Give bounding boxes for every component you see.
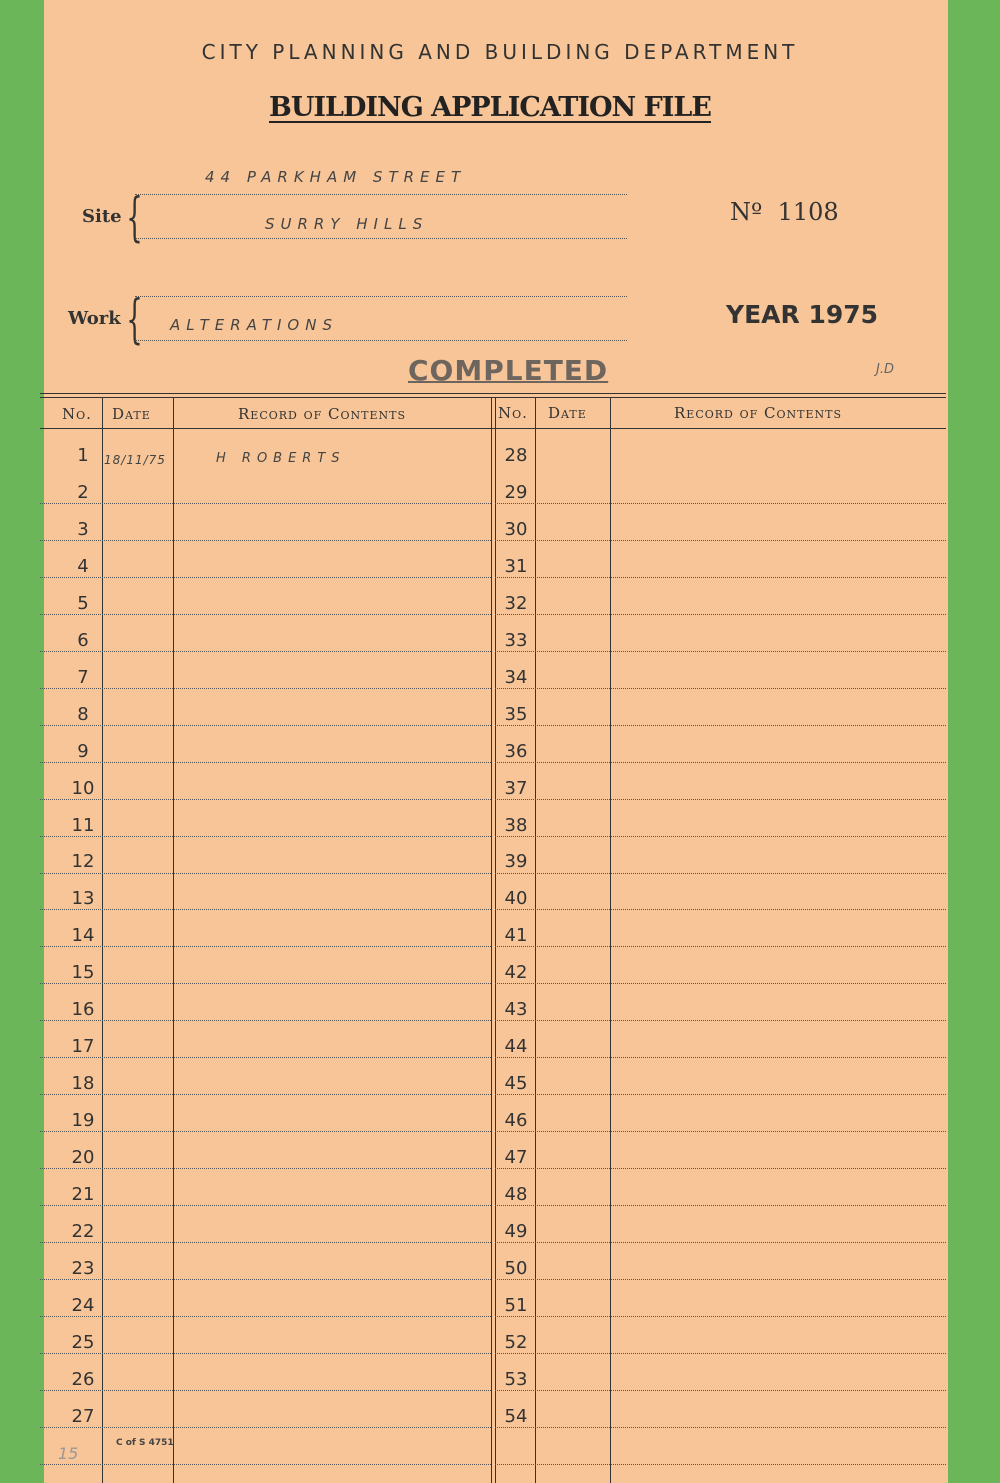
row-number: 1 bbox=[77, 445, 89, 466]
row-number: 17 bbox=[71, 1036, 95, 1058]
work-brace: { bbox=[126, 290, 143, 350]
row-rule-left bbox=[40, 688, 491, 689]
row-rule-right bbox=[495, 1094, 946, 1095]
site-line1: 44 PARKHAM STREET bbox=[205, 168, 467, 186]
row-rule-left bbox=[40, 983, 491, 984]
row-rule-left bbox=[40, 1205, 491, 1206]
row-rule-right bbox=[495, 503, 946, 504]
row-number: 5 bbox=[77, 592, 89, 614]
row-number: 4 bbox=[77, 555, 89, 577]
row-rule-right bbox=[495, 909, 946, 910]
row-rule-left bbox=[40, 1168, 491, 1169]
row-number: 43 bbox=[504, 999, 528, 1021]
row-rule-right bbox=[495, 799, 946, 800]
row-rule-right bbox=[495, 725, 946, 726]
row-rule-right bbox=[495, 1390, 946, 1391]
row-number: 28 bbox=[504, 445, 528, 466]
header-no-left: No. bbox=[62, 405, 92, 423]
file-number-value: 1108 bbox=[777, 198, 839, 226]
row-rule-left bbox=[40, 614, 491, 615]
vrule-center-b bbox=[495, 397, 496, 1483]
row-rule-right bbox=[495, 540, 946, 541]
row-rule-left bbox=[40, 1094, 491, 1095]
form-code: C of S 4751 bbox=[116, 1438, 174, 1448]
vrule-center-a bbox=[491, 397, 492, 1483]
row-rule-left bbox=[40, 540, 491, 541]
site-brace: { bbox=[126, 188, 143, 248]
row-number: 22 bbox=[71, 1220, 95, 1242]
pencil-mark: 15 bbox=[58, 1444, 79, 1463]
row-number: 16 bbox=[71, 999, 95, 1021]
green-binding-right bbox=[944, 0, 1000, 1483]
row-number: 2 bbox=[77, 481, 89, 503]
row-rule-right bbox=[495, 1242, 946, 1243]
header-record-right: Record of Contents bbox=[674, 404, 843, 422]
header-no-right: No. bbox=[498, 404, 528, 422]
work-line2-rule bbox=[135, 340, 627, 341]
row-rule-left bbox=[40, 1390, 491, 1391]
row-number: 39 bbox=[504, 851, 528, 873]
row-number: 21 bbox=[71, 1184, 95, 1205]
row-number: 7 bbox=[77, 666, 89, 688]
row-rule-left bbox=[40, 909, 491, 910]
row-rule-left bbox=[40, 762, 491, 763]
vrule-no-right bbox=[535, 397, 536, 1483]
row-rule-right bbox=[495, 1316, 946, 1317]
year-label: YEAR bbox=[726, 300, 800, 329]
table-top-rule bbox=[40, 393, 946, 394]
row-number: 37 bbox=[504, 777, 528, 799]
table-header-rule bbox=[40, 428, 946, 429]
row-number: 13 bbox=[71, 888, 95, 910]
row-rule-left bbox=[40, 725, 491, 726]
vrule-date-left bbox=[173, 397, 174, 1483]
site-line1-rule bbox=[135, 194, 627, 195]
row-number: 31 bbox=[504, 555, 528, 577]
row-number: 40 bbox=[504, 888, 528, 910]
year-value: 1975 bbox=[808, 300, 879, 329]
row-number: 44 bbox=[504, 1036, 528, 1058]
vrule-date-right bbox=[610, 397, 611, 1483]
row-rule-left bbox=[40, 873, 491, 874]
row-number: 29 bbox=[504, 481, 528, 503]
row-number: 45 bbox=[504, 1073, 528, 1095]
row-rule-left bbox=[40, 1427, 491, 1428]
row-rule-left bbox=[40, 1020, 491, 1021]
row-number: 32 bbox=[504, 592, 528, 614]
row-date: 18/11/75 bbox=[104, 453, 166, 467]
row-number: 9 bbox=[77, 740, 89, 762]
row-number: 15 bbox=[71, 962, 95, 984]
row-rule-right bbox=[495, 688, 946, 689]
row-rule-right bbox=[495, 762, 946, 763]
site-line2-rule bbox=[135, 238, 627, 239]
row-rule-right bbox=[495, 1427, 946, 1428]
row-rule-left bbox=[40, 651, 491, 652]
green-binding-left bbox=[0, 0, 46, 1483]
row-rule-left bbox=[40, 1353, 491, 1354]
row-number: 10 bbox=[71, 777, 95, 799]
work-label: Work bbox=[68, 308, 121, 329]
row-rule-right bbox=[495, 614, 946, 615]
row-number: 47 bbox=[504, 1147, 528, 1169]
row-number: 25 bbox=[71, 1331, 95, 1353]
row-rule-right bbox=[495, 946, 946, 947]
row-rule-right bbox=[495, 1020, 946, 1021]
row-rule-left bbox=[40, 946, 491, 947]
row-rule-left bbox=[40, 1057, 491, 1058]
row-rule-right bbox=[495, 1057, 946, 1058]
row-number: 51 bbox=[504, 1294, 528, 1316]
site-label: Site bbox=[82, 206, 122, 227]
row-number: 49 bbox=[504, 1220, 528, 1242]
row-rule-right bbox=[495, 1279, 946, 1280]
row-number: 34 bbox=[504, 666, 528, 688]
row-number: 24 bbox=[71, 1294, 95, 1316]
row-rule-right bbox=[495, 836, 946, 837]
row-rule-right bbox=[495, 1464, 946, 1465]
row-number: 18 bbox=[71, 1073, 95, 1095]
row-number: 19 bbox=[71, 1110, 95, 1132]
header-date-left: Date bbox=[112, 405, 151, 423]
row-number: 46 bbox=[504, 1110, 528, 1132]
row-number: 12 bbox=[71, 851, 95, 873]
row-rule-left bbox=[40, 1279, 491, 1280]
row-number: 50 bbox=[504, 1257, 528, 1279]
row-number: 41 bbox=[504, 925, 528, 947]
header-date-right: Date bbox=[548, 404, 587, 422]
row-number: 27 bbox=[71, 1405, 95, 1427]
row-rule-right bbox=[495, 1168, 946, 1169]
row-rule-left bbox=[40, 503, 491, 504]
header-record-left: Record of Contents bbox=[238, 405, 407, 423]
row-number: 3 bbox=[77, 518, 89, 540]
row-number: 38 bbox=[504, 814, 528, 836]
row-number: 30 bbox=[504, 518, 528, 540]
row-number: 48 bbox=[504, 1184, 528, 1205]
row-number: 8 bbox=[77, 703, 89, 725]
row-rule-right bbox=[495, 651, 946, 652]
row-number: 11 bbox=[71, 814, 95, 836]
row-number: 52 bbox=[504, 1331, 528, 1353]
table-top-rule-inner bbox=[40, 397, 946, 398]
completed-stamp: COMPLETED bbox=[408, 354, 609, 387]
row-rule-left bbox=[40, 836, 491, 837]
row-number: 54 bbox=[504, 1405, 528, 1427]
row-rule-left bbox=[40, 577, 491, 578]
row-rule-left bbox=[40, 799, 491, 800]
row-number: 35 bbox=[504, 703, 528, 725]
site-line2: SURRY HILLS bbox=[265, 215, 429, 233]
row-rule-right bbox=[495, 1353, 946, 1354]
row-rule-right bbox=[495, 983, 946, 984]
row-rule-left bbox=[40, 1464, 491, 1465]
row-number: 53 bbox=[504, 1368, 528, 1390]
row-rule-right bbox=[495, 577, 946, 578]
row-record: H ROBERTS bbox=[216, 451, 346, 466]
row-rule-left bbox=[40, 1242, 491, 1243]
work-line1-rule bbox=[135, 296, 627, 297]
row-rule-left bbox=[40, 1316, 491, 1317]
row-rule-right bbox=[495, 1131, 946, 1132]
work-line2: ALTERATIONS bbox=[170, 316, 338, 334]
initials: J.D bbox=[876, 362, 894, 377]
row-number: 42 bbox=[504, 962, 528, 984]
file-number bbox=[730, 198, 839, 226]
file-number-prefix: Nº bbox=[730, 198, 763, 226]
department-name: CITY PLANNING AND BUILDING DEPARTMENT bbox=[201, 40, 799, 64]
row-rule-right bbox=[495, 1205, 946, 1206]
year bbox=[726, 300, 878, 329]
row-rule-left bbox=[40, 1131, 491, 1132]
row-number: 33 bbox=[504, 629, 528, 651]
row-number: 20 bbox=[71, 1147, 95, 1169]
row-number: 14 bbox=[71, 925, 95, 947]
row-number: 23 bbox=[71, 1257, 95, 1279]
row-rule-right bbox=[495, 873, 946, 874]
row-number: 26 bbox=[71, 1368, 95, 1390]
row-number: 6 bbox=[77, 629, 89, 651]
file-title: BUILDING APPLICATION FILE bbox=[269, 92, 711, 123]
row-number: 36 bbox=[504, 740, 528, 762]
